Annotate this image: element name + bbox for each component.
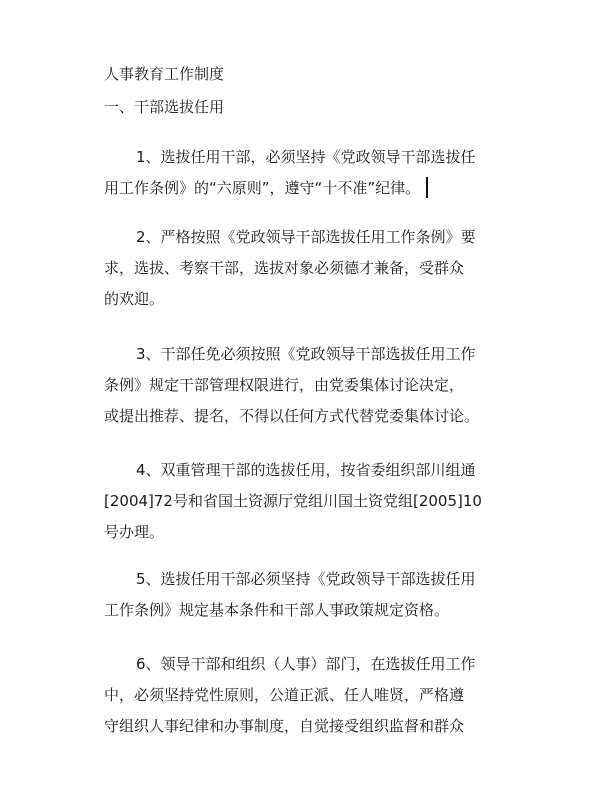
section-heading: 一、干部选拔任用 (104, 98, 225, 116)
paragraph-line: 2、严格按照《党政领导干部选拔任用工作条例》要 (136, 228, 476, 246)
paragraph-line: 工作条例》规定基本条件和干部人事政策规定资格。 (104, 601, 450, 619)
paragraph-2 (104, 222, 496, 315)
paragraph-line: 6、领导干部和组织（人事）部门，在选拔任用工作 (136, 655, 476, 673)
paragraph-line: 3、干部任免必须按照《党政领导干部选拔任用工作 (136, 345, 476, 363)
paragraph-1 (104, 142, 496, 204)
paragraph-line: 求，选拔、考察干部，选拔对象必须德才兼备，受群众 (104, 259, 465, 277)
paragraph-line: 1、选拔任用干部，必须坚持《党政领导干部选拔任 (136, 148, 476, 166)
paragraph-line: [2004]72号和省国土资源厅党组川国土资党组[2005]10 (104, 492, 482, 510)
paragraph-line: 守组织人事纪律和办事制度，自觉接受组织监督和群众 (104, 717, 465, 735)
paragraph-line: 的欢迎。 (104, 290, 165, 308)
paragraph-line: 号办理。 (104, 523, 165, 541)
paragraph-line: 或提出推荐、提名，不得以任何方式代替党委集体讨论。 (104, 407, 480, 425)
text-cursor (426, 177, 428, 198)
paragraph-4 (104, 455, 496, 548)
paragraph-line: 条例》规定干部管理权限进行，由党委集体讨论决定， (104, 376, 465, 394)
paragraph-line-with-cursor (104, 173, 496, 204)
paragraph-5 (104, 564, 496, 626)
paragraph-line: 4、双重管理干部的选拔任用，按省委组织部川组通 (136, 461, 476, 479)
paragraph-6 (104, 649, 496, 742)
paragraph-line-text: 用工作条例》的“六原则”，遵守“十不准”纪律。 (104, 179, 421, 197)
paragraph-line: 5、选拔任用干部必须坚持《党政领导干部选拔任用 (136, 570, 476, 588)
paragraph-3 (104, 339, 496, 432)
paragraph-line: 中，必须坚持党性原则，公道正派、任人唯贤，严格遵 (104, 686, 465, 704)
document-title: 人事教育工作制度 (104, 65, 225, 83)
